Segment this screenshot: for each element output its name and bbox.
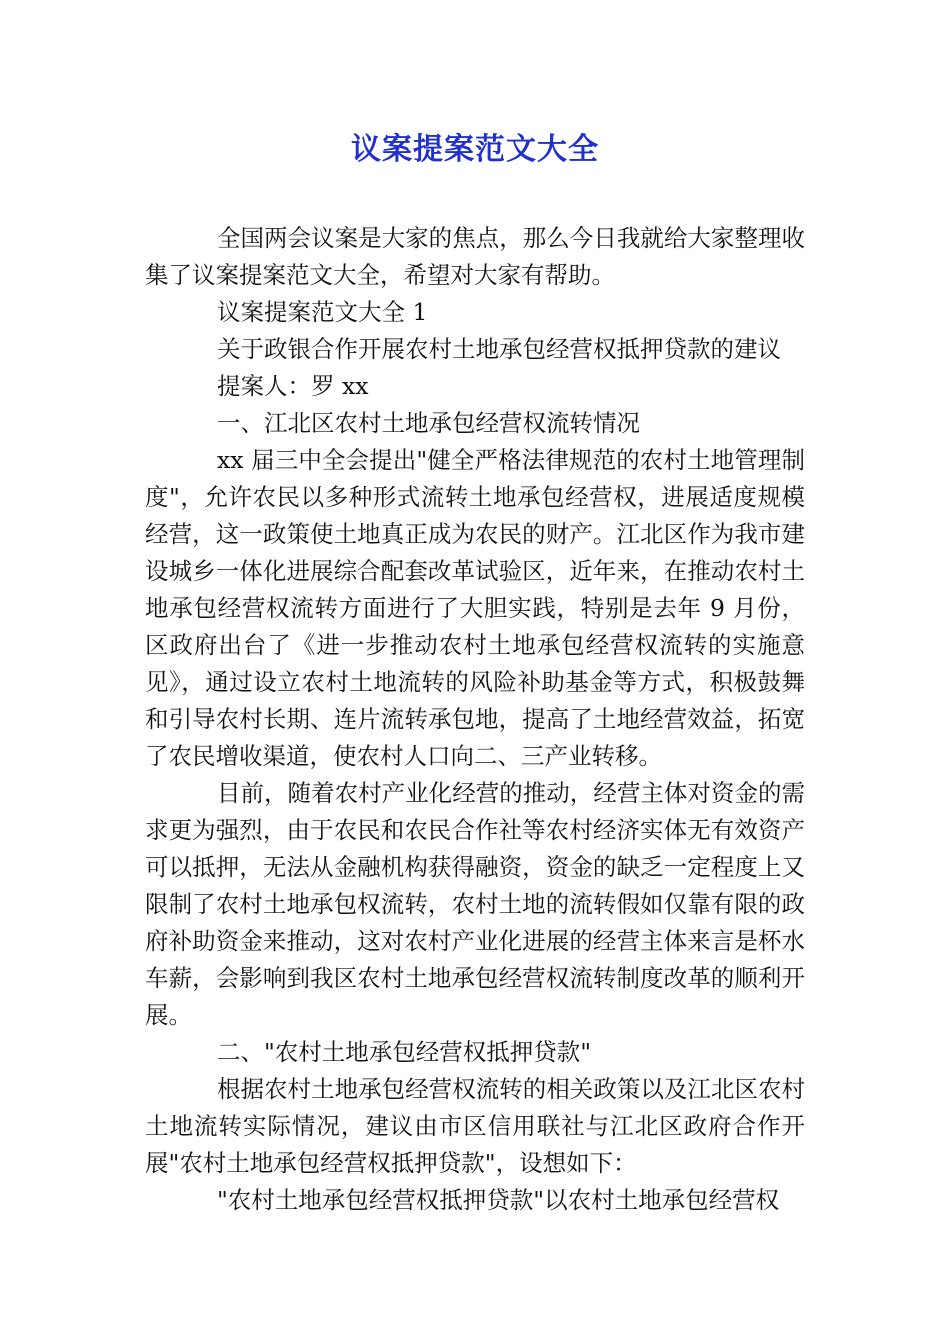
paragraph-intro: 全国两会议案是大家的焦点，那么今日我就给大家整理收集了议案提案范文大全，希望对大家有帮助。 xyxy=(145,224,805,289)
paragraph-heading-two: 二、"农村土地承包经营权抵押贷款" xyxy=(217,1038,592,1066)
paragraph-body: "农村土地承包经营权抵押贷款"以农村土地承包经营权 xyxy=(217,1186,780,1214)
paragraph-body: 目前，随着农村产业化经营的推动，经营主体对资金的需求更为强烈，由于农民和农民合作社等农村经济实体无有效资产可以抵押，无法从金融机构获得融资，资金的缺乏一定程度上又限制了农村土地承包权流转，农村土地的流转假如仅靠有限的政府补助资金来推动，这对农村产业化进展的经营主体来言是杯水车薪，会影响到我区农村土地承包经营权流转制度改革的顺利开展。 xyxy=(145,779,805,1029)
paragraph-proposer: 提案人：罗 xx xyxy=(217,372,369,400)
paragraph-body: xx 届三中全会提出"健全严格法律规范的农村土地管理制度"，允许农民以多种形式流转土地承包经营权，进展适度规模经营，这一政策使土地真正成为农民的财产。江北区作为我市建设城乡一体化进展综合配套改革试验区，近年来，在推动农村土地承包经营权流转方面进行了大胆实践，特别是去年 9 月份，区政府出台了《进一步推动农村土地承包经营权流转的实施意见》，通过设立农村土地流转的风险补助基金等方式，积极鼓舞和引导农村长期、连片流转承包地，提高了土地经营效益，拓宽了农民增收渠道，使农村人口向二、三产业转移。 xyxy=(145,446,805,770)
paragraph-section-heading: 议案提案范文大全 1 xyxy=(217,298,428,326)
document-body xyxy=(145,220,805,1219)
paragraph-proposal-title: 关于政银合作开展农村土地承包经营权抵押贷款的建议 xyxy=(217,335,781,363)
paragraph-heading-one: 一、江北区农村土地承包经营权流转情况 xyxy=(217,409,640,437)
paragraph-body: 根据农村土地承包经营权流转的相关政策以及江北区农村土地流转实际情况，建议由市区信用联社与江北区政府合作开展"农村土地承包经营权抵押贷款"，设想如下： xyxy=(145,1075,805,1177)
document-title: 议案提案范文大全 xyxy=(351,132,599,167)
